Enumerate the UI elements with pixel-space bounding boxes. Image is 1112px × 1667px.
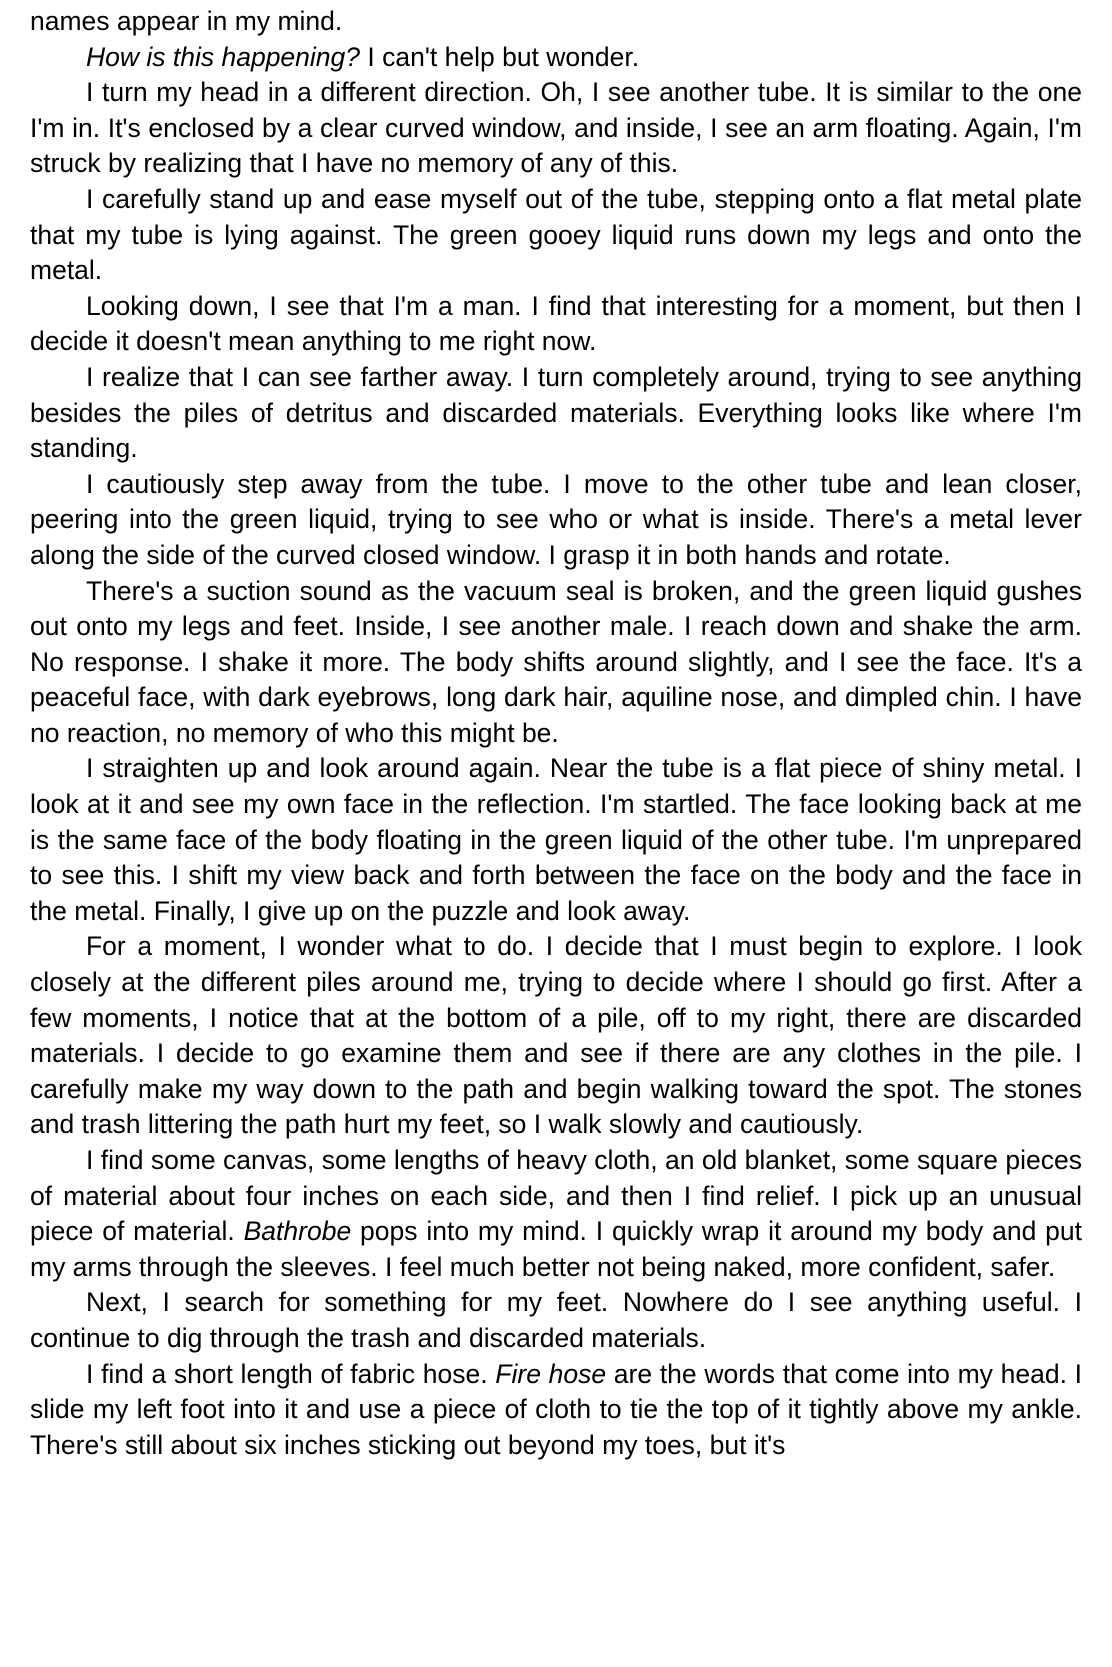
text-run: Next, I search for something for my feet. Nowhere do I see anything useful. I continue to dig through the trash and discarded materials. bbox=[30, 1287, 1082, 1353]
para-reflection bbox=[30, 751, 1082, 929]
text-run: are the words that come into my head. I slide my left foot into it and use a piece of cloth to tie the top of it tightly above my ankle. There's still about six inches sticking out beyond my toes, but it's bbox=[30, 1358, 1082, 1460]
emphasized-text: Bathrobe bbox=[243, 1216, 352, 1247]
text-run: I realize that I can see farther away. I turn completely around, trying to see anything besides the piles of detritus and discarded materials. Everything looks like where I'm standing. bbox=[30, 361, 1082, 464]
text-run: pops into my mind. I quickly wrap it around my body and put my arms through the sleeves. I feel much better not being naked, more confident, safer. bbox=[30, 1216, 1082, 1282]
para-search-feet bbox=[30, 1285, 1082, 1356]
para-another-tube bbox=[30, 75, 1082, 182]
para-see-farther bbox=[30, 360, 1082, 467]
para-step-away bbox=[30, 467, 1082, 574]
para-suction-sound bbox=[30, 574, 1082, 752]
para-stand-up bbox=[30, 182, 1082, 289]
text-run: I find some canvas, some lengths of heavy cloth, an old blanket, some square pieces of material about four inches on each side, and then I find relief. I pick up an unusual piece of material. bbox=[30, 1145, 1082, 1247]
text-run: names appear in my mind. bbox=[30, 6, 343, 36]
body-text-container bbox=[30, 4, 1082, 1463]
para-fire-hose bbox=[30, 1357, 1082, 1464]
text-run: There's a suction sound as the vacuum seal is broken, and the green liquid gushes out onto my legs and feet. Inside, I see another male. I reach down and shake the arm. No response. I shake it more. The body shifts around slightly, and I see the face. It's a peaceful face, with dark eyebrows, long dark hair, aquiline nose, and dimpled chin. I have no reaction, no memory of who this might be. bbox=[30, 575, 1082, 748]
para-explore bbox=[30, 929, 1082, 1143]
emphasized-text: How is this happening? bbox=[86, 41, 361, 72]
text-run: For a moment, I wonder what to do. I decide that I must begin to explore. I look closely at the different piles around me, trying to decide where I should go first. After a few moments, I notice that at the bottom of a pile, off to my right, there are discarded materials. I decide to go examine them and see if there are any clothes in the pile. I carefully make my way down to the path and begin walking toward the spot. The stones and trash littering the path hurt my feet, so I walk slowly and cautiously. bbox=[30, 931, 1082, 1140]
para-looking-down bbox=[30, 289, 1082, 360]
text-run: I find a short length of fabric hose. bbox=[86, 1358, 496, 1389]
text-run: I straighten up and look around again. Near the tube is a flat piece of shiny metal. I look at it and see my own face in the reflection. I'm startled. The face looking back at me is the same face of the body floating in the green liquid of the other tube. I'm unprepared to see this. I shift my view back and forth between the face on the body and the face in the metal. Finally, I give up on the puzzle and look away. bbox=[30, 753, 1082, 926]
text-run: I can't help but wonder. bbox=[360, 41, 640, 72]
para-bathrobe bbox=[30, 1143, 1082, 1285]
text-run: Looking down, I see that I'm a man. I find that interesting for a moment, but then I decide it doesn't mean anything to me right now. bbox=[30, 290, 1082, 357]
text-run: I carefully stand up and ease myself out of the tube, stepping onto a flat metal plate that my tube is lying against. The green gooey liquid runs down my legs and onto the metal. bbox=[30, 183, 1082, 286]
text-run: I cautiously step away from the tube. I move to the other tube and lean closer, peering into the green liquid, trying to see who or what is inside. There's a metal lever along the side of the curved closed window. I grasp it in both hands and rotate. bbox=[30, 468, 1082, 570]
para-how-is-this-happening bbox=[30, 40, 1082, 76]
para-continuation-names bbox=[30, 4, 1082, 40]
text-run: I turn my head in a different direction. Oh, I see another tube. It is similar to the one I'm in. It's enclosed by a clear curved window, and inside, I see an arm floating. Again, I'm struck by realizing that I have no memory of any of this. bbox=[30, 77, 1082, 179]
emphasized-text: Fire hose bbox=[495, 1358, 607, 1389]
